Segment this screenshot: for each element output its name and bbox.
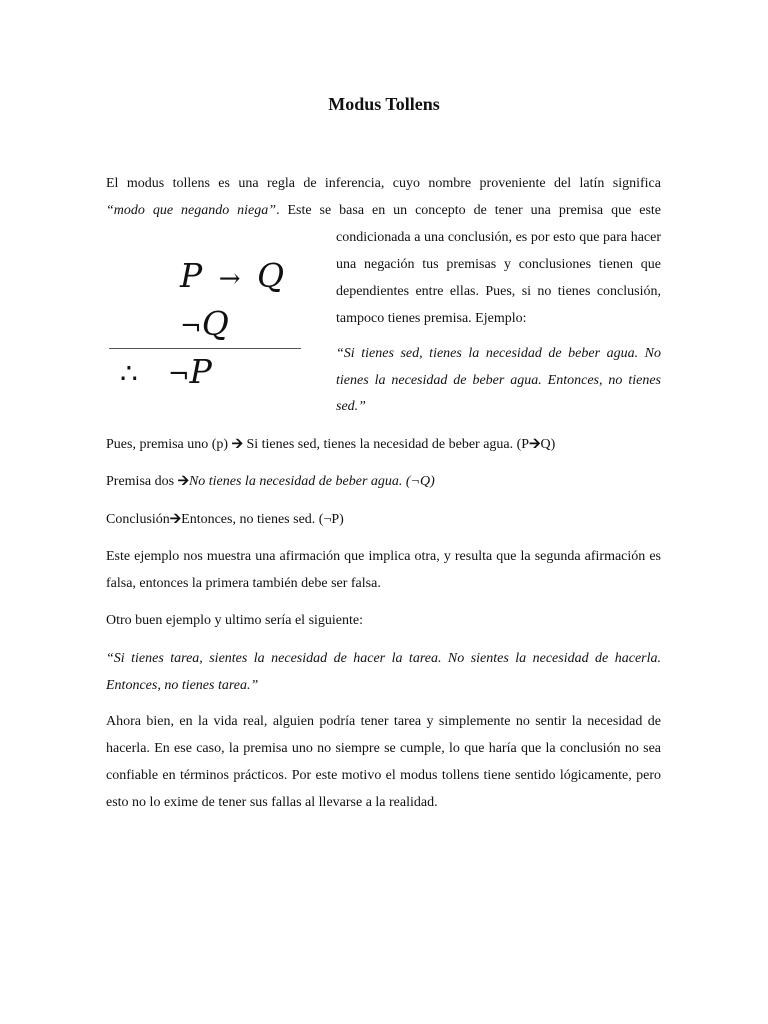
negation-symbol-2: ¬ bbox=[167, 360, 190, 390]
page-title: Modus Tollens bbox=[328, 94, 440, 114]
conclusion-text: Entonces, no tienes sed. (¬P) bbox=[181, 512, 344, 527]
intro-paragraph bbox=[106, 170, 661, 224]
formula-p-negated: P bbox=[189, 352, 212, 391]
right-arrow-icon: 🡪 bbox=[529, 437, 541, 452]
example-1-quote-text: “Si tienes sed, tienes la necesidad de beber agua. No tienes la necesidad de beber agua. Entonces, no tienes sed.” bbox=[336, 346, 661, 414]
implies-arrow-icon: → bbox=[218, 264, 241, 294]
intro-line-2-rest: . Este se basa en un concepto de tener una premisa que este bbox=[276, 203, 662, 218]
conclusion-line bbox=[106, 506, 661, 533]
formula-premise-1 bbox=[180, 256, 284, 299]
another-example-line: Otro buen ejemplo y ultimo sería el siguiente: bbox=[106, 613, 363, 628]
formula-premise-2 bbox=[180, 304, 229, 347]
premise-one-label: Pues, premisa uno (p) bbox=[106, 437, 232, 452]
premise-two-line bbox=[106, 468, 661, 495]
intro-line-2 bbox=[106, 197, 661, 224]
conclusion-label: Conclusión bbox=[106, 512, 170, 527]
right-arrow-icon: 🡪 bbox=[231, 437, 243, 452]
inference-line bbox=[109, 348, 301, 349]
explanation-paragraph: Este ejemplo nos muestra una afirmación que implica otra, y resulta que la segunda afirmación es falsa, entonces la primera también debe ser falsa. bbox=[106, 549, 661, 591]
premise-one-text: Si tienes sed, tienes la necesidad de beber agua. (P bbox=[242, 437, 530, 452]
premise-one-line bbox=[106, 431, 661, 458]
formula-p: P bbox=[180, 256, 203, 295]
right-arrow-icon: 🡪 bbox=[177, 474, 189, 489]
formula-q-negated: Q bbox=[201, 304, 229, 343]
modus-tollens-formula bbox=[106, 246, 301, 406]
right-arrow-icon: 🡪 bbox=[169, 512, 182, 527]
example-2-quote bbox=[106, 645, 661, 699]
premise-two-label: Premisa dos bbox=[106, 474, 178, 489]
intro-italic-phrase: “modo que negando niega” bbox=[106, 203, 277, 218]
premise-one-end: Q) bbox=[540, 437, 556, 452]
example-2-quote-text: “Si tienes tarea, sientes la necesidad de hacer la tarea. No sientes la necesidad de hacerla. Entonces, no tienes tarea.” bbox=[106, 651, 661, 693]
formula-q: Q bbox=[257, 256, 285, 295]
intro-line-1: El modus tollens es una regla de inferencia, cuyo nombre proveniente del latín significa bbox=[106, 176, 661, 191]
closing-paragraph: Ahora bien, en la vida real, alguien podría tener tarea y simplemente no sentir la necesidad de hacerla. En ese caso, la premisa uno no siempre se cumple, lo que haría que la conclusión no sea confiable en términos prácticos. Por este motivo el modus tollens tiene sentido lógicamente, pero esto no lo exime de tener sus fallas al llevarse a la realidad. bbox=[106, 714, 661, 810]
negation-symbol: ¬ bbox=[180, 312, 202, 342]
premise-two-text: No tienes la necesidad de beber agua. (¬Q) bbox=[188, 474, 435, 489]
formula-conclusion bbox=[120, 352, 212, 395]
example-1-quote bbox=[336, 341, 661, 421]
intro-side-text: condicionada a una conclusión, es por esto que para hacer una negación tus premisas y conclusiones tienen que dependientes entre ellas. Pues, si no tienes conclusión, tampoco tienes premisa. Ejemplo: bbox=[336, 230, 661, 326]
therefore-icon: ∴ bbox=[120, 357, 138, 390]
